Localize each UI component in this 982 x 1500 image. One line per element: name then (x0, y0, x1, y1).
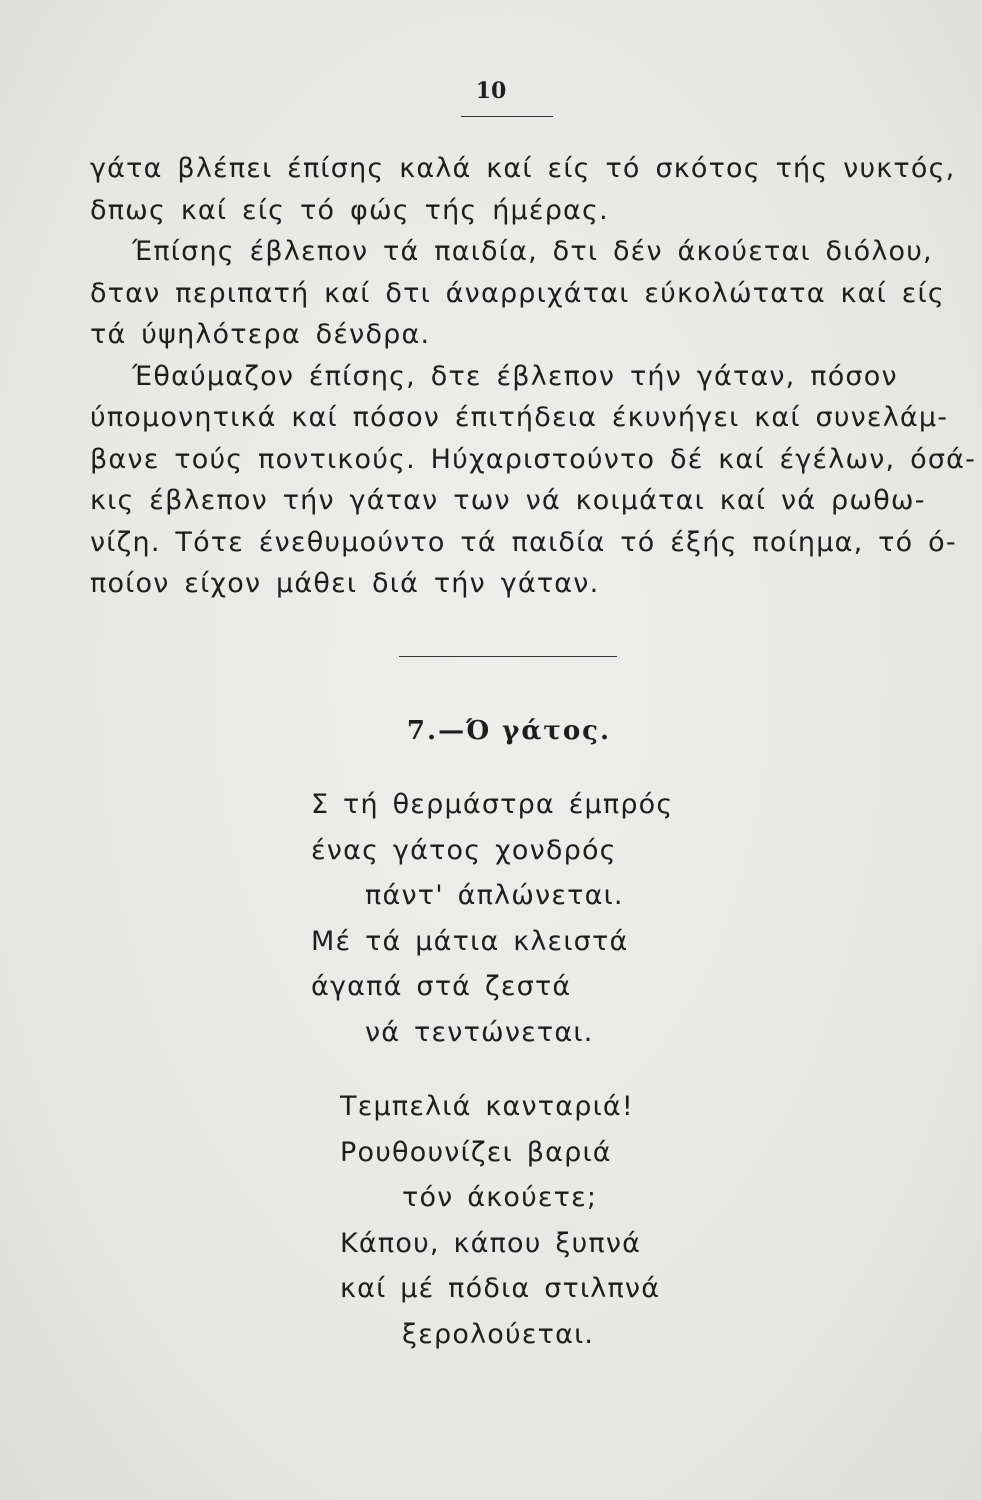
poem-line: άγαπά στά ζεστά (311, 971, 572, 1002)
poem-stanza-2 (340, 1084, 660, 1357)
prose-line: δταν περιπατή καί δτι άναρριχάται εύκολώτατα καί είς (90, 277, 945, 309)
prose-line: νίζη. Τότε ένεθυμούντο τά παιδία τό έξής ποίημα, τό ό- (90, 526, 957, 558)
prose-line: βανε τούς ποντικούς. Ηύχαριστούντο δέ καί έγέλων, όσά- (90, 443, 977, 475)
prose-line: ύπομονητικά καί πόσον έπιτήδεια έκυνήγει καί συνελάμ- (90, 402, 949, 433)
prose-line: ποίον είχον μάθει διά τήν γάταν. (90, 568, 600, 599)
poem-line: πάντ' άπλώνεται. (365, 880, 624, 911)
poem-line: νά τεντώνεται. (365, 1016, 594, 1048)
prose-line: τά ύψηλότερα δένδρα. (90, 319, 431, 350)
section-divider (399, 656, 617, 657)
prose-line: Έπίσης έβλεπον τά παιδία, δτι δέν άκούεται διόλου, (132, 236, 933, 267)
page-number: 10 (475, 78, 507, 104)
poem-line: ξερολούεται. (402, 1318, 595, 1350)
prose-paragraphs (90, 148, 977, 605)
poem-line: ένας γάτος χονδρός (311, 834, 617, 866)
poem-line: Μέ τά μάτια κλειστά (311, 925, 629, 957)
poem-line: Ρουθουνίζει βαριά (340, 1136, 612, 1168)
poem-line: Κάπου, κάπου ξυπνά (340, 1227, 642, 1259)
poem-line: καί μέ πόδια στιλπνά (340, 1273, 661, 1304)
prose-line: γάτα βλέπει έπίσης καλά καί είς τό σκότος τής νυκτός, (90, 153, 956, 184)
prose-line: κις έβλεπον τήν γάταν των νά κοιμάται καί νά ρωθω- (90, 485, 926, 516)
poem-title: 7.—Ό γάτος. (406, 716, 612, 746)
poem-line: Τεμπελιά κανταριά! (340, 1091, 634, 1122)
poem-line: Σ τή θερμάστρα έμπρός (311, 789, 674, 820)
page-number-underline (461, 116, 553, 117)
prose-line: Έθαύμαζον έπίσης, δτε έβλεπον τήν γάταν, πόσον (132, 360, 898, 392)
poem-line: τόν άκούετε; (402, 1182, 598, 1213)
prose-line: δπως καί είς τό φώς τής ήμέρας. (90, 194, 609, 226)
poem-stanza-1 (311, 782, 673, 1055)
